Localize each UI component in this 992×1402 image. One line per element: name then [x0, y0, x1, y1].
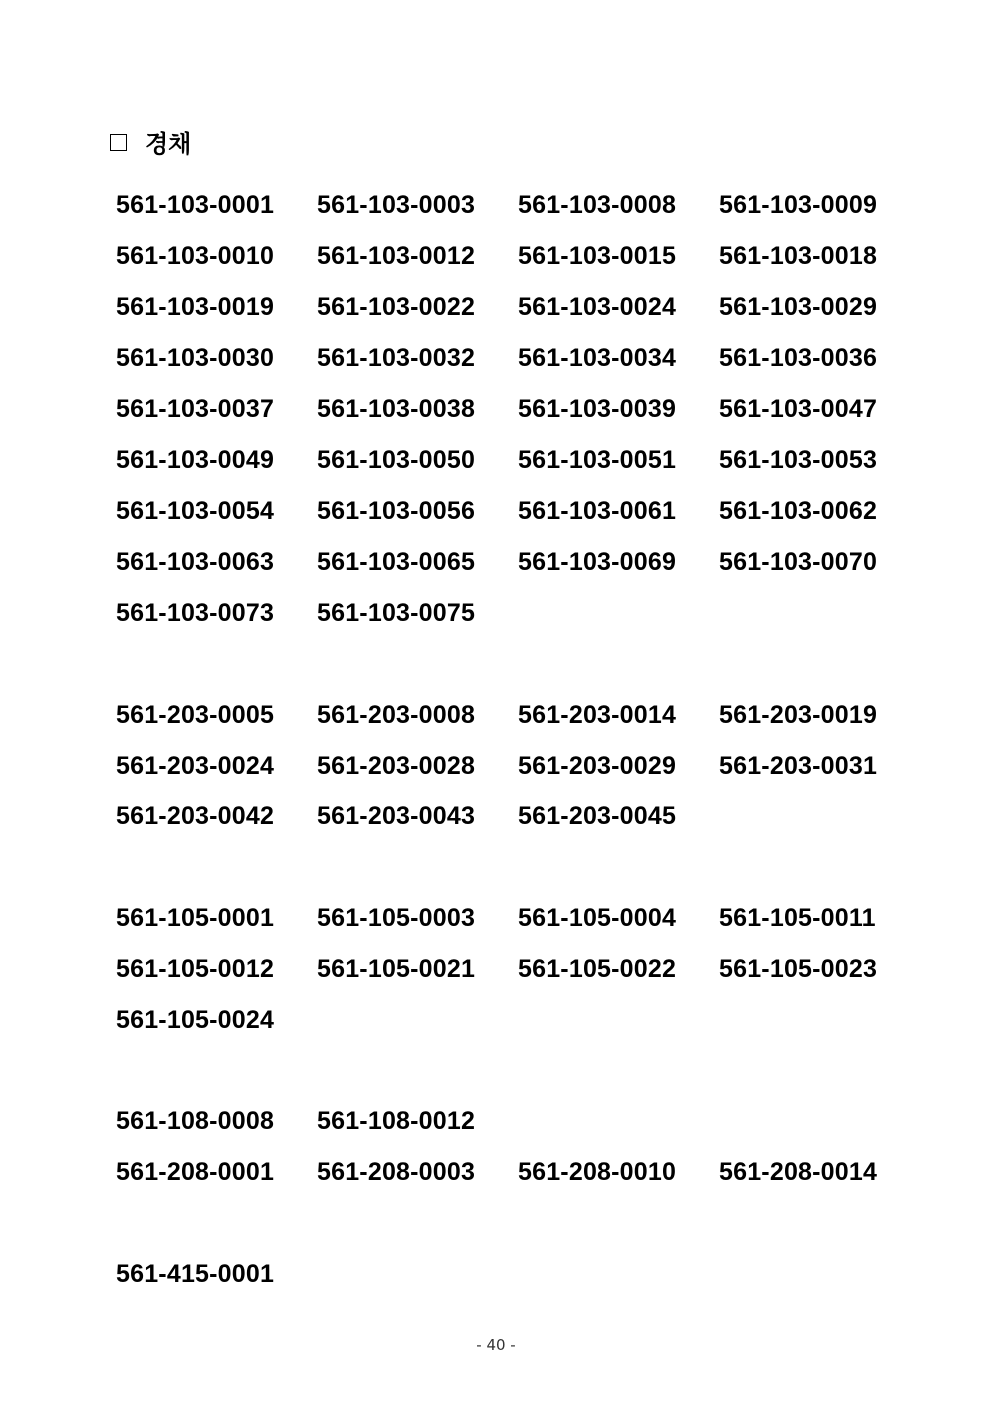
section-title: 경채: [145, 129, 192, 158]
code-item: 561-103-0030: [116, 343, 275, 372]
code-row: [116, 545, 920, 579]
code-item: 561-103-0073: [116, 598, 275, 627]
code-item: 561-103-0049: [116, 445, 275, 474]
code-row: [116, 341, 920, 375]
code-item: 561-105-0003: [317, 903, 476, 932]
code-item: 561-103-0053: [719, 445, 878, 474]
code-row: [116, 1003, 317, 1037]
code-item: 561-108-0012: [317, 1106, 476, 1135]
code-item: 561-208-0014: [719, 1157, 878, 1186]
code-item: 561-103-0056: [317, 496, 476, 525]
code-item: 561-105-0004: [518, 903, 677, 932]
code-row: [116, 443, 920, 477]
code-item: 561-203-0043: [317, 801, 476, 830]
code-item: 561-108-0008: [116, 1106, 275, 1135]
code-item: 561-103-0051: [518, 445, 677, 474]
code-item: 561-103-0047: [719, 394, 878, 423]
code-item: 561-203-0042: [116, 801, 275, 830]
code-item: 561-203-0024: [116, 751, 275, 780]
code-row: [116, 1155, 920, 1189]
code-row: [116, 952, 920, 986]
code-item: 561-103-0009: [719, 190, 878, 219]
code-item: 561-105-0021: [317, 954, 476, 983]
code-row: [116, 494, 920, 528]
code-item: 561-103-0069: [518, 547, 677, 576]
code-item: 561-208-0003: [317, 1157, 476, 1186]
code-item: 561-103-0003: [317, 190, 476, 219]
code-item: 561-103-0001: [116, 190, 275, 219]
code-item: 561-103-0054: [116, 496, 275, 525]
code-item: 561-103-0029: [719, 292, 878, 321]
code-item: 561-103-0070: [719, 547, 878, 576]
code-item: 561-103-0012: [317, 241, 476, 270]
code-item: 561-103-0032: [317, 343, 476, 372]
code-item: 561-103-0008: [518, 190, 677, 219]
code-item: 561-103-0024: [518, 292, 677, 321]
code-item: 561-103-0038: [317, 394, 476, 423]
code-item: 561-105-0012: [116, 954, 275, 983]
checkbox-square-icon: [110, 134, 127, 151]
code-item: 561-203-0008: [317, 700, 476, 729]
code-item: 561-203-0005: [116, 700, 275, 729]
code-item: 561-103-0065: [317, 547, 476, 576]
code-item: 561-105-0001: [116, 903, 275, 932]
code-item: 561-103-0019: [116, 292, 275, 321]
code-item: 561-103-0075: [317, 598, 476, 627]
code-item: 561-103-0037: [116, 394, 275, 423]
code-row: [116, 596, 518, 630]
section-heading: [110, 124, 191, 158]
code-row: [116, 749, 920, 783]
code-row: [116, 799, 719, 833]
code-item: 561-203-0045: [518, 801, 677, 830]
code-row: [116, 1257, 317, 1291]
code-item: 561-203-0028: [317, 751, 476, 780]
code-row: [116, 1104, 518, 1138]
code-item: 561-203-0014: [518, 700, 677, 729]
code-item: 561-203-0031: [719, 751, 878, 780]
code-item: 561-203-0029: [518, 751, 677, 780]
page-number: - 40 -: [476, 1336, 516, 1354]
code-row: [116, 239, 920, 273]
code-item: 561-208-0001: [116, 1157, 275, 1186]
code-item: 561-203-0019: [719, 700, 878, 729]
code-item: 561-103-0050: [317, 445, 476, 474]
code-item: 561-103-0034: [518, 343, 677, 372]
code-row: [116, 392, 920, 426]
code-item: 561-103-0039: [518, 394, 677, 423]
code-item: 561-105-0023: [719, 954, 878, 983]
code-item: 561-105-0024: [116, 1005, 275, 1034]
code-item: 561-103-0010: [116, 241, 275, 270]
code-row: [116, 290, 920, 324]
code-item: 561-103-0015: [518, 241, 677, 270]
code-row: [116, 698, 920, 732]
code-item: 561-103-0036: [719, 343, 878, 372]
code-item: 561-105-0011: [719, 903, 876, 932]
code-item: 561-103-0022: [317, 292, 476, 321]
code-item: 561-103-0018: [719, 241, 878, 270]
code-item: 561-103-0062: [719, 496, 878, 525]
code-row: [116, 901, 920, 935]
code-item: 561-415-0001: [116, 1259, 275, 1288]
code-item: 561-103-0061: [518, 496, 677, 525]
code-item: 561-105-0022: [518, 954, 677, 983]
code-row: [116, 188, 920, 222]
code-item: 561-103-0063: [116, 547, 275, 576]
code-item: 561-208-0010: [518, 1157, 677, 1186]
